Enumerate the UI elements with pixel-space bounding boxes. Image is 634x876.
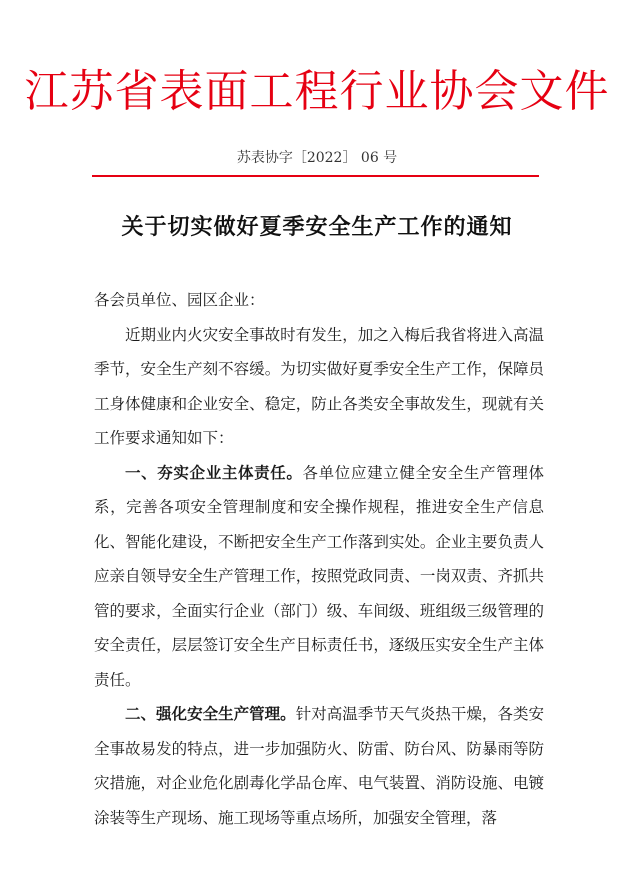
notice-title: 关于切实做好夏季安全生产工作的通知	[121, 214, 513, 240]
document-number: 苏表协字［2022］ 06 号	[236, 150, 398, 166]
paragraph-lead: 一、夯实企业主体责任。	[125, 462, 303, 482]
document-body	[94, 283, 544, 835]
salutation: 各会员单位、园区企业：	[94, 291, 265, 309]
paragraph-text: 针对高温季节天气炎热干燥，各类安全事故易发的特点，进一步加强防火、防雷、防台风、防暴雨等防灾措施，对企业危化剧毒化学品仓库、电气装置、消防设施、电镀涂装等生产现场、施工现场等重点场所，加强安全管理，落	[94, 705, 544, 827]
paragraph-lead: 二、强化安全生产管理。	[125, 704, 296, 723]
paragraph-section-1	[94, 456, 544, 698]
paragraph-text: 各单位应建立健全安全生产管理体系，完善各项安全管理制度和安全操作规程，推进安全生产信息化、智能化建设，不断把安全生产工作落到实处。企业主要负责人应亲自领导安全生产管理工作，按照党政同责、一岗双责、齐抓共管的要求，全面实行企业（部门）级、车间级、班组级三级管理的安全责任，层层签订安全生产目标责任书，逐级压实安全生产主体责任。	[94, 463, 544, 689]
paragraph-intro	[94, 318, 544, 456]
header-red-rule	[92, 175, 539, 177]
document-header-title: 江苏省表面工程行业协会文件	[24, 66, 610, 117]
paragraph-text: 近期业内火灾安全事故时有发生，加之入梅后我省将进入高温季节，安全生产刻不容缓。为切实做好夏季安全生产工作，保障员工身体健康和企业安全、稳定，防止各类安全事故发生，现就有关工作要求通知如下：	[94, 325, 544, 447]
paragraph-section-2	[94, 697, 544, 835]
